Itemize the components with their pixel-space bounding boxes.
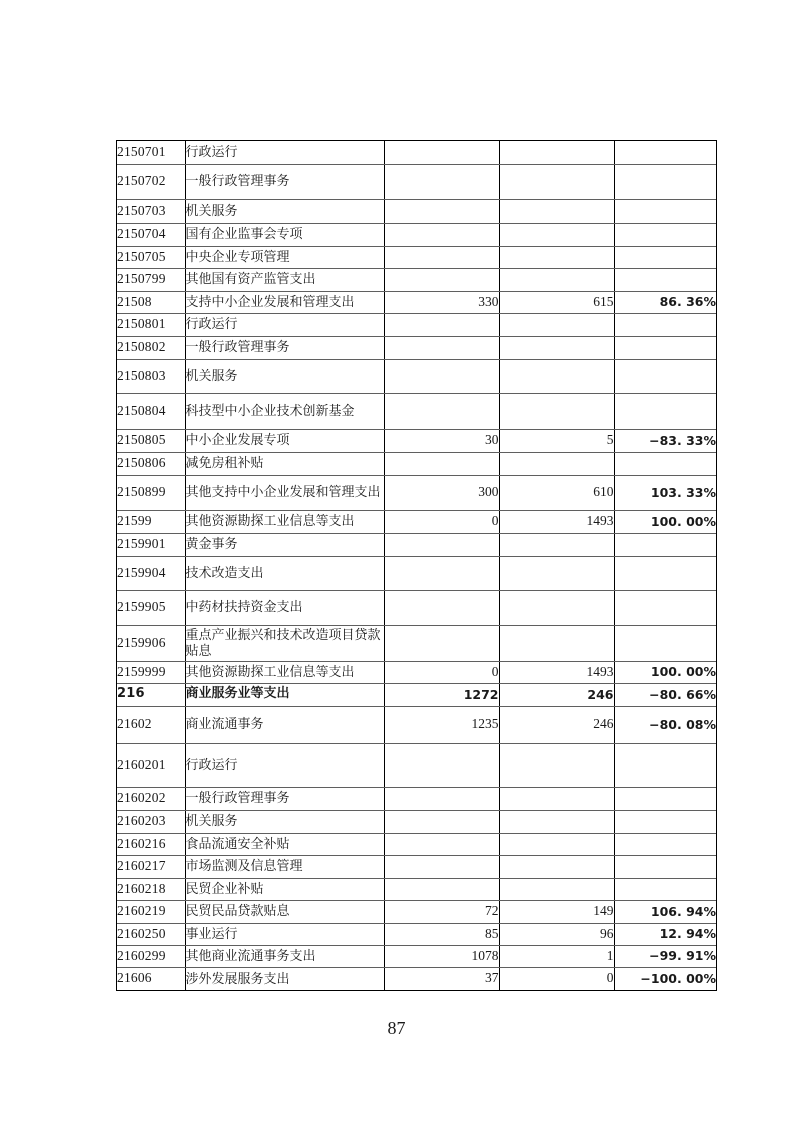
value2-cell: 0 [499, 967, 614, 990]
percent-cell: −99. 91% [614, 945, 716, 967]
code-cell: 2160201 [117, 743, 185, 787]
code-cell: 21602 [117, 706, 185, 743]
table-row [117, 246, 716, 268]
code-cell: 2150799 [117, 268, 185, 291]
code-cell: 2150702 [117, 164, 185, 199]
percent-cell [614, 313, 716, 336]
code-cell: 216 [117, 683, 185, 706]
code-cell: 2150806 [117, 452, 185, 475]
subject-name-cell: 其他资源勘探工业信息等支出 [185, 661, 384, 683]
table-row [117, 900, 716, 923]
table-row [117, 743, 716, 787]
code-cell: 2150801 [117, 313, 185, 336]
table-row [117, 661, 716, 683]
subject-name-cell: 涉外发展服务支出 [185, 967, 384, 990]
percent-cell [614, 268, 716, 291]
value1-cell: 37 [384, 967, 499, 990]
code-cell: 2159901 [117, 533, 185, 556]
value2-cell [499, 246, 614, 268]
percent-cell [614, 336, 716, 359]
value2-cell [499, 141, 614, 164]
code-cell: 2150899 [117, 475, 185, 510]
percent-cell [614, 246, 716, 268]
value1-cell [384, 359, 499, 393]
subject-name-cell: 商业流通事务 [185, 706, 384, 743]
value2-cell [499, 164, 614, 199]
value2-cell [499, 313, 614, 336]
value2-cell: 96 [499, 923, 614, 945]
value2-cell [499, 533, 614, 556]
percent-cell: 100. 00% [614, 510, 716, 533]
table-row [117, 429, 716, 452]
value1-cell: 30 [384, 429, 499, 452]
subject-name-cell: 机关服务 [185, 810, 384, 833]
table-row [117, 452, 716, 475]
code-cell: 2150704 [117, 223, 185, 246]
percent-cell [614, 393, 716, 429]
table-row [117, 810, 716, 833]
value2-cell [499, 590, 614, 625]
value1-cell [384, 452, 499, 475]
table-row [117, 223, 716, 246]
percent-cell: −83. 33% [614, 429, 716, 452]
percent-cell: 100. 00% [614, 661, 716, 683]
table-row [117, 533, 716, 556]
code-cell: 2160203 [117, 810, 185, 833]
subject-name-cell: 重点产业振兴和技术改造项目贷款贴息 [185, 625, 384, 661]
value1-cell [384, 393, 499, 429]
code-cell: 2160202 [117, 787, 185, 810]
table-row [117, 967, 716, 990]
percent-cell: −80. 08% [614, 706, 716, 743]
value2-cell: 246 [499, 683, 614, 706]
value1-cell [384, 590, 499, 625]
value2-cell [499, 625, 614, 661]
table-row [117, 336, 716, 359]
value2-cell [499, 359, 614, 393]
subject-name-cell: 一般行政管理事务 [185, 336, 384, 359]
value1-cell [384, 313, 499, 336]
percent-cell [614, 223, 716, 246]
subject-name-cell: 科技型中小企业技术创新基金 [185, 393, 384, 429]
table-row [117, 625, 716, 661]
table-row [117, 833, 716, 855]
table-row [117, 393, 716, 429]
table-row [117, 706, 716, 743]
subject-name-cell: 中药材扶持资金支出 [185, 590, 384, 625]
percent-cell [614, 141, 716, 164]
percent-cell [614, 359, 716, 393]
value2-cell [499, 833, 614, 855]
subject-name-cell: 民贸民品贷款贴息 [185, 900, 384, 923]
table-row [117, 141, 716, 164]
percent-cell [614, 533, 716, 556]
table-row [117, 683, 716, 706]
table-row [117, 313, 716, 336]
value2-cell [499, 878, 614, 900]
value1-cell [384, 743, 499, 787]
value2-cell: 5 [499, 429, 614, 452]
subject-name-cell: 黄金事务 [185, 533, 384, 556]
subject-name-cell: 国有企业监事会专项 [185, 223, 384, 246]
budget-table-body [117, 141, 716, 990]
code-cell: 2160216 [117, 833, 185, 855]
table-row [117, 945, 716, 967]
table-row [117, 510, 716, 533]
table-row [117, 268, 716, 291]
percent-cell [614, 810, 716, 833]
budget-table [116, 140, 717, 991]
value2-cell: 246 [499, 706, 614, 743]
code-cell: 2159905 [117, 590, 185, 625]
code-cell: 2150701 [117, 141, 185, 164]
value2-cell [499, 787, 614, 810]
subject-name-cell: 其他资源勘探工业信息等支出 [185, 510, 384, 533]
value1-cell: 0 [384, 510, 499, 533]
budget-expenditure-table [117, 141, 716, 990]
code-cell: 2160219 [117, 900, 185, 923]
subject-name-cell: 机关服务 [185, 359, 384, 393]
value2-cell [499, 199, 614, 223]
value2-cell: 149 [499, 900, 614, 923]
value2-cell [499, 810, 614, 833]
percent-cell [614, 787, 716, 810]
code-cell: 21508 [117, 291, 185, 313]
subject-name-cell: 技术改造支出 [185, 556, 384, 590]
value1-cell: 300 [384, 475, 499, 510]
subject-name-cell: 市场监测及信息管理 [185, 855, 384, 878]
value2-cell: 610 [499, 475, 614, 510]
value1-cell [384, 878, 499, 900]
subject-name-cell: 其他商业流通事务支出 [185, 945, 384, 967]
percent-cell [614, 164, 716, 199]
subject-name-cell: 食品流通安全补贴 [185, 833, 384, 855]
percent-cell [614, 625, 716, 661]
code-cell: 2150705 [117, 246, 185, 268]
value1-cell: 1078 [384, 945, 499, 967]
percent-cell: 103. 33% [614, 475, 716, 510]
code-cell: 2150805 [117, 429, 185, 452]
value2-cell: 1493 [499, 510, 614, 533]
value1-cell: 330 [384, 291, 499, 313]
value1-cell [384, 810, 499, 833]
subject-name-cell: 事业运行 [185, 923, 384, 945]
table-row [117, 291, 716, 313]
percent-cell [614, 590, 716, 625]
subject-name-cell: 其他国有资产监管支出 [185, 268, 384, 291]
subject-name-cell: 行政运行 [185, 743, 384, 787]
percent-cell: 86. 36% [614, 291, 716, 313]
code-cell: 2159904 [117, 556, 185, 590]
code-cell: 21606 [117, 967, 185, 990]
value2-cell: 1 [499, 945, 614, 967]
percent-cell [614, 878, 716, 900]
percent-cell [614, 452, 716, 475]
code-cell: 2160299 [117, 945, 185, 967]
value2-cell: 1493 [499, 661, 614, 683]
percent-cell: 12. 94% [614, 923, 716, 945]
subject-name-cell: 民贸企业补贴 [185, 878, 384, 900]
value1-cell [384, 199, 499, 223]
value1-cell [384, 787, 499, 810]
code-cell: 2159999 [117, 661, 185, 683]
value2-cell: 615 [499, 291, 614, 313]
code-cell: 2150803 [117, 359, 185, 393]
code-cell: 2150703 [117, 199, 185, 223]
code-cell: 2160250 [117, 923, 185, 945]
table-row [117, 359, 716, 393]
value1-cell [384, 268, 499, 291]
value1-cell [384, 336, 499, 359]
value1-cell [384, 833, 499, 855]
code-cell: 2160218 [117, 878, 185, 900]
value1-cell [384, 164, 499, 199]
subject-name-cell: 一般行政管理事务 [185, 787, 384, 810]
value1-cell [384, 625, 499, 661]
value2-cell [499, 855, 614, 878]
value1-cell [384, 141, 499, 164]
table-row [117, 923, 716, 945]
value1-cell: 0 [384, 661, 499, 683]
value2-cell [499, 393, 614, 429]
table-row [117, 556, 716, 590]
value1-cell: 1272 [384, 683, 499, 706]
table-row [117, 787, 716, 810]
table-row [117, 590, 716, 625]
percent-cell: −80. 66% [614, 683, 716, 706]
code-cell: 2159906 [117, 625, 185, 661]
value2-cell [499, 452, 614, 475]
subject-name-cell: 减免房租补贴 [185, 452, 384, 475]
value1-cell [384, 556, 499, 590]
value1-cell: 72 [384, 900, 499, 923]
table-row [117, 855, 716, 878]
value2-cell [499, 556, 614, 590]
code-cell: 2160217 [117, 855, 185, 878]
value1-cell [384, 533, 499, 556]
value2-cell [499, 223, 614, 246]
code-cell: 2150804 [117, 393, 185, 429]
table-row [117, 164, 716, 199]
page-number: 87 [387, 1018, 406, 1038]
subject-name-cell: 支持中小企业发展和管理支出 [185, 291, 384, 313]
value1-cell [384, 246, 499, 268]
subject-name-cell: 中央企业专项管理 [185, 246, 384, 268]
code-cell: 21599 [117, 510, 185, 533]
percent-cell: 106. 94% [614, 900, 716, 923]
subject-name-cell: 一般行政管理事务 [185, 164, 384, 199]
subject-name-cell: 中小企业发展专项 [185, 429, 384, 452]
subject-name-cell: 行政运行 [185, 141, 384, 164]
subject-name-cell: 行政运行 [185, 313, 384, 336]
table-row [117, 878, 716, 900]
value1-cell: 85 [384, 923, 499, 945]
percent-cell [614, 743, 716, 787]
value1-cell: 1235 [384, 706, 499, 743]
percent-cell [614, 833, 716, 855]
value1-cell [384, 855, 499, 878]
table-row [117, 475, 716, 510]
percent-cell [614, 556, 716, 590]
value1-cell [384, 223, 499, 246]
table-row [117, 199, 716, 223]
subject-name-cell: 商业服务业等支出 [185, 683, 384, 706]
subject-name-cell: 其他支持中小企业发展和管理支出 [185, 475, 384, 510]
code-cell: 2150802 [117, 336, 185, 359]
percent-cell [614, 199, 716, 223]
percent-cell: −100. 00% [640, 970, 716, 986]
percent-cell [614, 855, 716, 878]
value2-cell [499, 743, 614, 787]
subject-name-cell: 机关服务 [185, 199, 384, 223]
value2-cell [499, 336, 614, 359]
value2-cell [499, 268, 614, 291]
